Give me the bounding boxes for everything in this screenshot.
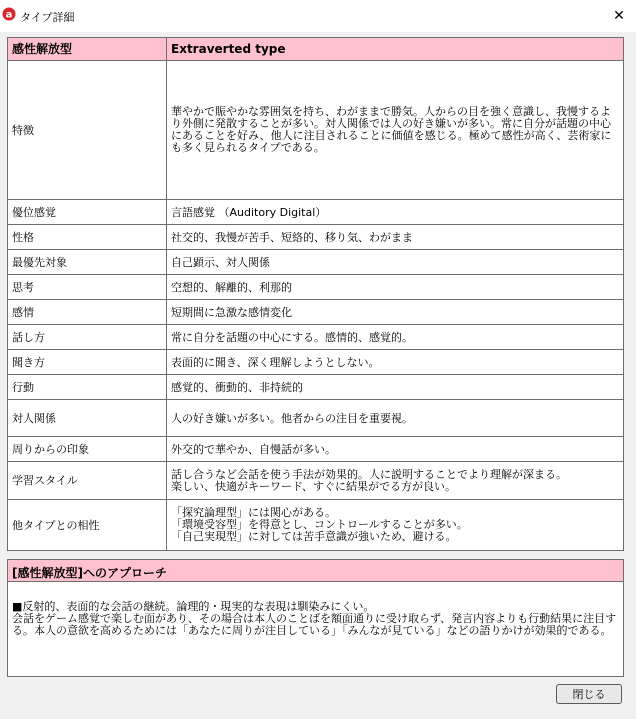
- row-label: 行動: [8, 375, 167, 400]
- table-row: [8, 350, 624, 375]
- table-row: [8, 375, 624, 400]
- type-detail-table: [7, 37, 624, 551]
- row-value: 感覚的、衝動的、非持続的: [167, 375, 624, 400]
- row-label: 特徴: [8, 61, 167, 200]
- table-row: [8, 400, 624, 437]
- row-label: 聞き方: [8, 350, 167, 375]
- row-label: 対人関係: [8, 400, 167, 437]
- row-label: 思考: [8, 275, 167, 300]
- table-row: [8, 275, 624, 300]
- row-label: 感情: [8, 300, 167, 325]
- approach-title: [感性解放型]へのアプローチ: [8, 560, 623, 582]
- row-value: 自己顕示、対人関係: [167, 250, 624, 275]
- row-value: 短期間に急激な感情変化: [167, 300, 624, 325]
- row-value: 外交的で華やか、自慢話が多い。: [167, 437, 624, 462]
- row-value: 人の好き嫌いが多い。他者からの注目を重要視。: [167, 400, 624, 437]
- approach-text: ■反射的、表面的な会話の継続。論理的・現実的な表現は馴染みにくい。 会話をゲーム感覚で楽しむ面があり、その場合は本人のことばを額面通りに受け取らず、発言内容よりも行動結果に注目する。本人の意欲を高めるためには「あなたに周りが注目している」「みんなが見ている」などの語りかけが効果的である。: [12, 600, 617, 637]
- row-label: 優位感覚: [8, 200, 167, 225]
- type-english-name: Extraverted type: [167, 38, 624, 61]
- table-row: [8, 225, 624, 250]
- table-row: [8, 200, 624, 225]
- table-row: [8, 250, 624, 275]
- row-label: 性格: [8, 225, 167, 250]
- row-value: 話し合うなど会話を使う手法が効果的。人に説明することでより理解が深まる。 楽しい、快適がキーワード、すぐに結果がでる方が良い。: [167, 462, 624, 500]
- row-value: 社交的、我慢が苦手、短絡的、移り気、わがまま: [167, 225, 624, 250]
- row-value: 空想的、解離的、利那的: [167, 275, 624, 300]
- svg-text:a: a: [5, 9, 13, 21]
- table-row: [8, 325, 624, 350]
- table-row-features: [8, 61, 624, 200]
- window-title: タイプ詳細: [20, 11, 75, 24]
- row-label: 最優先対象: [8, 250, 167, 275]
- approach-panel: [7, 559, 624, 677]
- app-logo-icon: [2, 7, 16, 21]
- row-value: 言語感覚 （Auditory Digital）: [167, 200, 624, 225]
- type-name: 感性解放型: [8, 38, 167, 61]
- close-button[interactable]: 閉じる: [556, 684, 622, 704]
- table-header-row: [8, 38, 624, 61]
- row-label: 他タイプとの相性: [8, 500, 167, 551]
- table-row: [8, 462, 624, 500]
- row-label: 周りからの印象: [8, 437, 167, 462]
- table-row: [8, 500, 624, 551]
- row-label: 話し方: [8, 325, 167, 350]
- row-value: 常に自分を話題の中心にする。感情的、感覚的。: [167, 325, 624, 350]
- row-label: 学習スタイル: [8, 462, 167, 500]
- table-row: [8, 437, 624, 462]
- close-icon: ✕: [613, 8, 625, 24]
- table-row: [8, 300, 624, 325]
- row-value: 「探究論理型」には関心がある。 「環境受容型」を得意とし、コントロールすることが多い。 「自己実現型」に対しては苦手意識が強いため、避ける。: [167, 500, 624, 551]
- row-value: 華やかで賑やかな雰囲気を持ち、わがままで勝気。人からの目を強く意識し、我慢するより外側に発散することが多い。対人関係では人の好き嫌いが多い。常に自分が話題の中心にあることを好み、他人に注目されることに価値を感じる。極めて感性が高く、芸術家にも多く見られるタイプである。: [167, 61, 624, 200]
- title-bar: [0, 0, 636, 32]
- window-close-button[interactable]: [602, 0, 636, 32]
- row-value: 表面的に聞き、深く理解しようとしない。: [167, 350, 624, 375]
